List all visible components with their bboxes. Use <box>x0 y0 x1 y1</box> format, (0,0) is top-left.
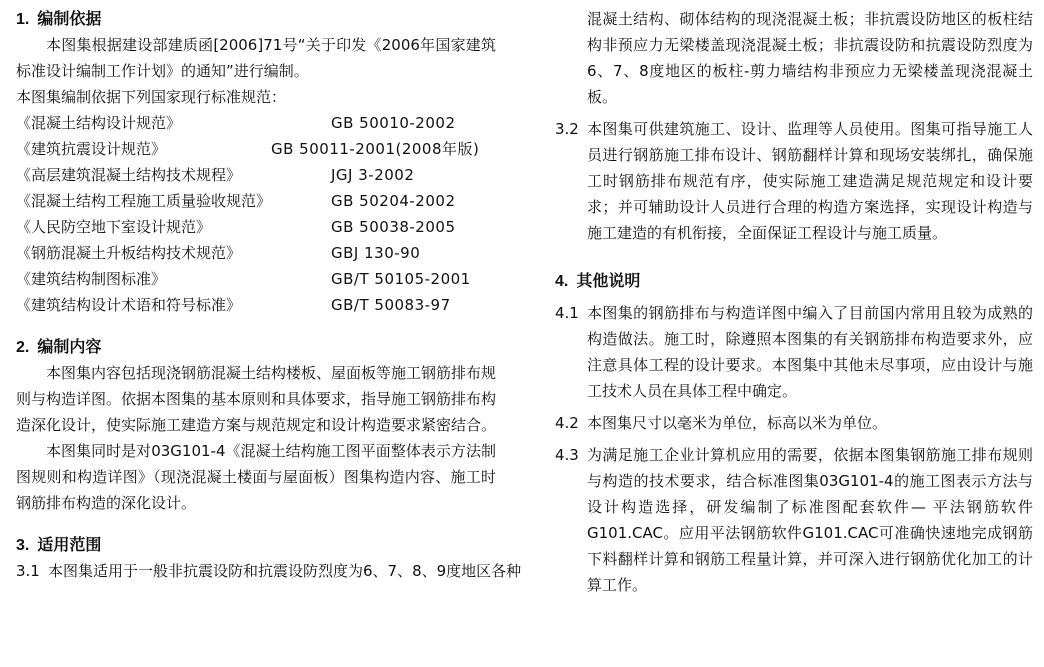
section-1-title: 编制依据 <box>37 9 102 28</box>
standard-name: 《建筑结构制图标准》 <box>16 270 167 288</box>
item-3-2-text: 本图集可供建筑施工、设计、监理等人员使用。图集可指导施工人员进行钢筋施工排布设计、钢筋翻样计算和现场安装绑扎，确保施工时钢筋排布规范有序，使实际施工建造满足规范规定和设计要求；并可辅助设计人员进行合理的构造方案选择，实现设计构造与施工建造的有机衔接，全面保证工程设计与施工质量。 <box>587 120 1033 242</box>
section-1-intro: 本图集根据建设部建质函[2006]71号“关于印发《2006年国家建筑标准设计编制工作计划》的通知”进行编制。 <box>16 36 496 80</box>
standard-code: GB 50038-2005 <box>331 218 456 236</box>
standard-row <box>16 162 496 188</box>
section-4-number: 4. <box>555 273 569 290</box>
item-4-3-text: 为满足施工企业计算机应用的需要，依据本图集钢筋施工排布规则与构造的技术要求，结合标准图集03G101-4的施工图表示方法与设计构造选择，研发编制了标准图配套软件— 平法钢筋软件G101.CAC。应用平法钢筋软件G101.CAC可准确快速地完成钢筋下料翻样计算和钢筋工程量计算，并可深入进行钢筋优化加工的计算工作。 <box>587 446 1033 594</box>
standard-code: JGJ 3-2002 <box>331 166 415 184</box>
section-2-heading <box>16 334 496 360</box>
section-4-title: 其他说明 <box>576 271 641 290</box>
item-4-3 <box>555 442 1033 598</box>
standard-row <box>16 214 496 240</box>
section-3-number: 3. <box>16 537 30 554</box>
standard-row <box>16 188 496 214</box>
item-4-3-number: 4.3 <box>555 446 579 464</box>
right-column <box>555 6 1033 598</box>
standard-code: GB 50010-2002 <box>331 114 456 132</box>
section-2-paragraph-2: 本图集同时是对03G101-4《混凝土结构施工图平面整体表示方法制图规则和构造详图》（现浇混凝土楼面与屋面板）图集构造内容、施工时钢筋排布构造的深化设计。 <box>16 442 496 512</box>
item-3-1-text-cont: 混凝土结构、砌体结构的现浇混凝土板；非抗震设防地区的板柱结构非预应力无梁楼盖现浇混凝土板；非抗震设防和抗震设防烈度为6、7、8度地区的板柱-剪力墙结构非预应力无梁楼盖现浇混凝土板。 <box>587 10 1033 106</box>
standard-row <box>16 292 496 318</box>
item-3-2 <box>555 116 1033 246</box>
section-3-heading <box>16 532 496 558</box>
standard-code: GB/T 50083-97 <box>331 296 451 314</box>
section-1-heading <box>16 6 496 32</box>
standard-name: 《混凝土结构工程施工质量验收规范》 <box>16 192 272 210</box>
standard-code: GB 50204-2002 <box>331 192 456 210</box>
standard-code: GB 50011-2001(2008年版) <box>271 140 480 158</box>
item-4-2-number: 4.2 <box>555 414 579 432</box>
item-4-1-number: 4.1 <box>555 304 579 322</box>
section-3-title: 适用范围 <box>37 535 102 554</box>
standard-row <box>16 110 496 136</box>
standard-name: 《高层建筑混凝土结构技术规程》 <box>16 166 242 184</box>
item-4-1-text: 本图集的钢筋排布与构造详图中编入了目前国内常用且较为成熟的构造做法。施工时，除遵照本图集的有关钢筋排布构造要求外，应注意具体工程的设计要求。本图集中其他未尽事项，应由设计与施工技术人员在具体工程中确定。 <box>587 304 1033 400</box>
section-4-heading <box>555 268 1033 294</box>
standard-row <box>16 240 496 266</box>
standard-row <box>16 266 496 292</box>
left-column <box>16 6 522 584</box>
item-3-1-text-start: 本图集适用于一般非抗震设防和抗震设防烈度为6、7、8、9度地区各种 <box>48 562 522 580</box>
item-3-2-number: 3.2 <box>555 120 579 138</box>
standard-name: 《混凝土结构设计规范》 <box>16 114 182 132</box>
standard-name: 《建筑抗震设计规范》 <box>16 140 167 158</box>
section-2-number: 2. <box>16 339 30 356</box>
standard-name: 《钢筋混凝土升板结构技术规范》 <box>16 244 242 262</box>
item-4-2 <box>555 410 1033 436</box>
item-4-1 <box>555 300 1033 404</box>
section-2-paragraph-1: 本图集内容包括现浇钢筋混凝土结构楼板、屋面板等施工钢筋排布规则与构造详图。依据本图集的基本原则和具体要求，指导施工钢筋排布构造深化设计，使实际施工建造方案与规范规定和设计构造要求紧密结合。 <box>16 364 497 434</box>
item-3-1-continued <box>555 6 1033 110</box>
section-1-list-intro: 本图集编制依据下列国家现行标准规范： <box>16 88 287 106</box>
item-3-1-number: 3.1 <box>16 562 40 580</box>
section-2-title: 编制内容 <box>37 337 102 356</box>
item-4-2-text: 本图集尺寸以毫米为单位，标高以米为单位。 <box>587 414 888 432</box>
item-3-1 <box>16 558 522 584</box>
standard-name: 《建筑结构设计术语和符号标准》 <box>16 296 242 314</box>
standard-name: 《人民防空地下室设计规范》 <box>16 218 212 236</box>
section-1-number: 1. <box>16 11 30 28</box>
standard-code: GBJ 130-90 <box>331 244 421 262</box>
standard-code: GB/T 50105-2001 <box>331 270 471 288</box>
standard-row <box>16 136 496 162</box>
standards-list <box>16 110 496 318</box>
